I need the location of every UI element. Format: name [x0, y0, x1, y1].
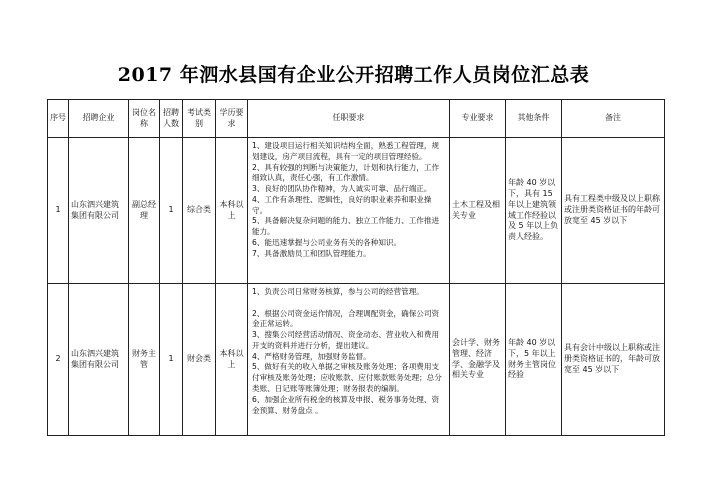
cell-education: 本科以上 [216, 138, 248, 284]
duty-line: 7、具备激励员工和团队管理能力。 [252, 248, 371, 258]
duty-line: 4、工作有条理性、逻辑性，良好的职业素养和职业操守。 [252, 194, 432, 215]
header-education: 学历要求 [216, 100, 248, 138]
header-remarks: 备注 [562, 100, 665, 138]
duty-line: 5、具备解决复杂问题的能力、独立工作能力、工作推进能力。 [252, 216, 440, 237]
header-exam: 考试类别 [183, 100, 216, 138]
table-row [48, 284, 665, 436]
cell-duties [248, 138, 450, 284]
header-other: 其他条件 [506, 100, 562, 138]
duty-line: 2、具有较强的判断与决策能力，计划和执行能力，工作细致认真，责任心强，有工作激情。 [252, 162, 440, 183]
header-seq: 序号 [48, 100, 69, 138]
header-duties: 任职要求 [248, 100, 450, 138]
cell-count: 1 [160, 284, 183, 436]
duty-line: 6、加强企业所有税金的核算及申报、税务事务处理、资金预算、财务盘点 。 [252, 394, 440, 415]
duty-line-spacer [252, 298, 446, 309]
cell-other: 年龄 40 岁以下，具有 15 年以上建筑领域工作经验以及 5 年以上负责人经验。 [506, 138, 562, 284]
duty-line: 5、做好有关的收入单据之审核及账务处理；各项费用支付审核及账务处理；应收账款、应付账款账务处理；总分类账、日记账等账簿处理；财务报表的编制。 [252, 362, 442, 394]
duty-line: 1、建设项目运行相关知识结构全面，熟悉工程管理，规划建设，房产项目流程，具有一定的项目管理经验。 [252, 141, 440, 161]
header-count: 招聘人数 [160, 100, 183, 138]
duty-line: 3、良好的团队协作精神，为人诚实可靠、品行端正。 [252, 184, 432, 194]
cell-major: 土木工程及相关专业 [450, 138, 506, 284]
header-position: 岗位名称 [129, 100, 160, 138]
cell-company: 山东泗兴建筑集团有限公司 [69, 284, 129, 436]
cell-major: 会计学、财务管理、经济学、金融学及相关专业 [450, 284, 506, 436]
cell-seq: 1 [48, 138, 69, 284]
cell-remarks: 具有工程类中级及以上职称或注册类资格证书的年龄可放宽至 45 岁以下 [562, 138, 665, 284]
cell-position: 副总经理 [129, 138, 160, 284]
cell-position: 财务主管 [129, 284, 160, 436]
document-title: 2017 年泗水县国有企业公开招聘工作人员岗位汇总表 [117, 64, 590, 86]
cell-education: 本科以上 [216, 284, 248, 436]
duty-line: 2、根据公司资金运作情况，合理调配资金，确保公司资金正常运转。 [252, 308, 440, 329]
cell-other: 年龄 40 岁以下，5 年以上财务主管岗位经验 [506, 284, 562, 436]
cell-exam: 财会类 [183, 284, 216, 436]
duty-line: 4、严格财务管理，加强财务监督。 [252, 351, 371, 361]
table-header-row [48, 100, 665, 138]
cell-seq: 2 [48, 284, 69, 436]
cell-company: 山东泗兴建筑集团有限公司 [69, 138, 129, 284]
cell-remarks: 具有会计中级以上职称或注册类资格证书的，年龄可放宽至 45 岁以下 [562, 284, 665, 436]
table-row [48, 138, 665, 284]
job-summary-table [47, 99, 665, 436]
cell-count: 1 [160, 138, 183, 284]
duty-line: 1、负责公司日常财务核算，参与公司的经营管理。 [252, 287, 424, 296]
duty-line: 6、能迅速掌握与公司业务有关的各种知识。 [252, 238, 402, 248]
header-company: 招聘企业 [69, 100, 129, 138]
header-major: 专业要求 [450, 100, 506, 138]
cell-exam: 综合类 [183, 138, 216, 284]
cell-duties [248, 284, 450, 436]
duty-line: 3、搜集公司经营活动情况、资金动态、营业收入和费用开支的资料并进行分析，提出建议。 [252, 330, 440, 350]
